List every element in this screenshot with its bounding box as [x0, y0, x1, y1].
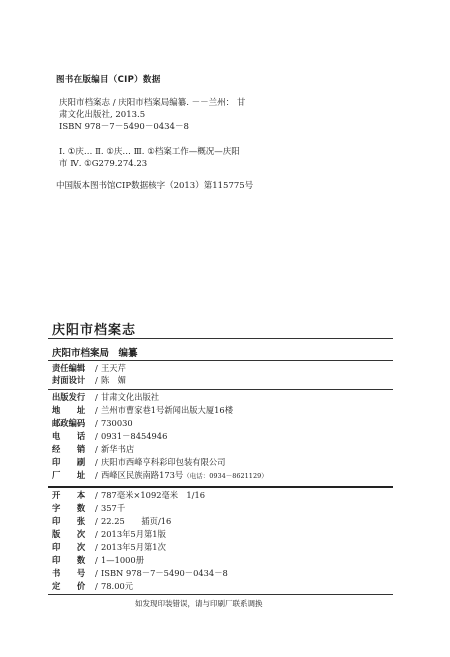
publisher-row: 经 销 / 新华书店 — [52, 444, 135, 454]
row-value: 787毫米×1092毫米 1/16 — [101, 490, 206, 500]
spec-row: 印 数 / 1—1000册 — [52, 555, 144, 565]
row-label: 印 数 — [52, 555, 86, 565]
divider — [48, 360, 393, 361]
row-value: 357千 — [101, 503, 126, 513]
phone-note: （电话：0934－8621129） — [183, 472, 268, 480]
row-value: ISBN 978－7－5490－0434－8 — [101, 568, 228, 578]
row-label: 出版发行 — [52, 392, 86, 402]
cip-line: 市 Ⅳ. ①G279.274.23 — [59, 159, 148, 169]
row-label: 邮政编码 — [52, 418, 86, 428]
row-value: 兰州市曹家巷1号新闻出版大厦16楼 — [101, 405, 233, 415]
publisher-row: 印 刷 / 庆阳市西峰亨科彩印包装有限公司 — [52, 457, 226, 467]
spec-row: 印 次 / 2013年5月第1次 — [52, 542, 166, 552]
row-value: 78.00元 — [101, 581, 134, 591]
cip-heading: 图书在版编目（CIP）数据 — [56, 75, 161, 85]
cip-line: ISBN 978－7－5490－0434－8 — [59, 122, 189, 132]
row-label: 字 数 — [52, 503, 86, 513]
spec-row: 书 号 / ISBN 978－7－5490－0434－8 — [52, 568, 228, 578]
row-value: 陈 媚 — [101, 375, 126, 385]
editor-row: 责任编辑 / 王天芹 — [52, 363, 126, 373]
editor-row: 封面设计 / 陈 媚 — [52, 375, 126, 385]
publisher-row: 电 话 / 0931－8454946 — [52, 431, 168, 441]
publisher-row: 地 址 / 兰州市曹家巷1号新闻出版大厦16楼 — [52, 405, 233, 415]
row-label: 封面设计 — [52, 375, 86, 385]
row-value: 22.25 插页/16 — [101, 516, 172, 526]
spec-row: 字 数 / 357千 — [52, 503, 126, 513]
row-value: 甘肃文化出版社 — [101, 392, 160, 402]
publisher-row: 邮政编码 / 730030 — [52, 418, 133, 428]
spec-row: 版 次 / 2013年5月第1版 — [52, 529, 166, 539]
publisher-row: 出版发行 / 甘肃文化出版社 — [52, 392, 160, 402]
row-value: 王天芹 — [101, 363, 126, 373]
book-author: 庆阳市档案局 编纂 — [52, 348, 138, 359]
row-label: 厂 址 — [52, 470, 86, 480]
row-label: 定 价 — [52, 581, 86, 591]
row-value: 2013年5月第1次 — [101, 542, 166, 552]
cip-line: 肃文化出版社, 2013.5 — [59, 110, 146, 120]
cip-line: 中国版本图书馆CIP数据核字（2013）第115775号 — [56, 181, 254, 191]
row-value: 730030 — [101, 418, 133, 428]
row-label: 电 话 — [52, 431, 86, 441]
row-value: 1—1000册 — [101, 555, 144, 565]
row-label: 版 次 — [52, 529, 86, 539]
row-label: 开 本 — [52, 490, 86, 500]
publisher-row: 厂 址 / 西峰区民族南路173号（电话：0934－8621129） — [52, 470, 268, 480]
row-label: 印 次 — [52, 542, 86, 552]
footer-note: 如发现印装错误，请与印刷厂联系调换 — [135, 599, 263, 608]
book-title: 庆阳市档案志 — [52, 323, 137, 338]
cip-line: Ⅰ. ①庆… Ⅱ. ①庆… Ⅲ. ①档案工作—概况—庆阳 — [59, 147, 240, 157]
row-label: 书 号 — [52, 568, 86, 578]
divider — [48, 594, 393, 595]
row-label: 责任编辑 — [52, 363, 86, 373]
row-label: 经 销 — [52, 444, 86, 454]
row-value: 西峰区民族南路173号 — [101, 470, 184, 480]
row-label: 地 址 — [52, 405, 86, 415]
spec-row: 定 价 / 78.00元 — [52, 581, 134, 591]
cip-line: 庆阳市档案志 / 庆阳市档案局编纂. －－兰州： 甘 — [59, 98, 246, 108]
row-value: 新华书店 — [101, 444, 135, 454]
row-value: 0931－8454946 — [101, 431, 168, 441]
row-label: 印 刷 — [52, 457, 86, 467]
row-label: 印 张 — [52, 516, 86, 526]
divider — [48, 486, 393, 488]
divider — [48, 338, 393, 339]
divider — [48, 389, 393, 390]
row-value: 庆阳市西峰亨科彩印包装有限公司 — [101, 457, 226, 467]
row-value: 2013年5月第1版 — [101, 529, 166, 539]
spec-row: 开 本 / 787毫米×1092毫米 1/16 — [52, 490, 206, 500]
spec-row: 印 张 / 22.25 插页/16 — [52, 516, 172, 526]
